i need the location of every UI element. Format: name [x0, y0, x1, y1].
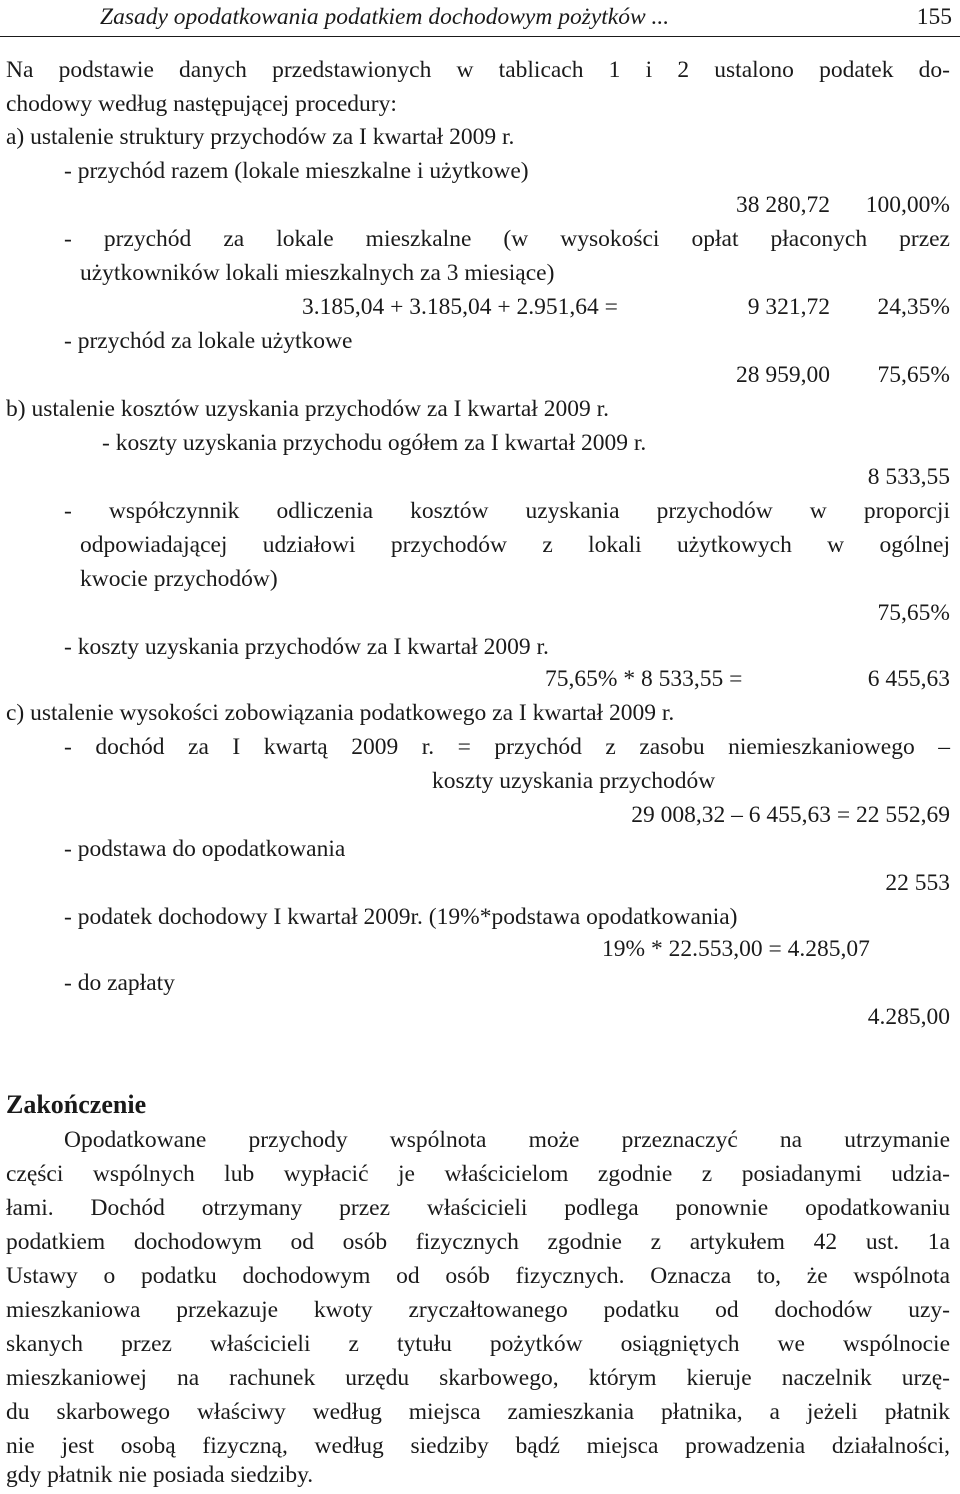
total-costs-amount: 8 533,55	[867, 464, 950, 490]
conclusion-line: podatkiem dochodowym od osób fizycznych zgodnie z artykułem 42 ust. 1a	[6, 1229, 950, 1255]
total-revenue-amount: 38 280,72	[736, 192, 830, 218]
conclusion-line: Opodatkowane przychody wspólnota może przeznaczyć na utrzymanie	[64, 1127, 950, 1153]
conclusion-heading: Zakończenie	[6, 1090, 147, 1119]
conclusion-line: du skarbowego właściwy według miejsca zamieszkania płatnika, a jeżeli płatnik	[6, 1399, 950, 1425]
conclusion-line: mieszkaniowa przekazuje kwoty zryczałtowanego podatku od dochodów uzy-	[6, 1297, 950, 1323]
residential-revenue-label-1: - przychód za lokale mieszkalne (w wysokości opłat płaconych przez	[64, 226, 950, 252]
residential-revenue-formula: 3.185,04 + 3.185,04 + 2.951,64 =	[302, 294, 618, 320]
coefficient-label-3: kwocie przychodów)	[80, 566, 278, 592]
page-header	[0, 0, 960, 37]
total-revenue-percent: 100,00%	[865, 192, 950, 218]
commercial-revenue-amount: 28 959,00	[736, 362, 830, 388]
tax-formula: 19% * 22.553,00 = 4.285,07	[602, 936, 870, 962]
page-number: 155	[916, 4, 952, 30]
tax-label: - podatek dochodowy I kwartał 2009r. (19%*podstawa opodatkowania)	[64, 904, 738, 930]
conclusion-line: nie jest osobą fizyczną, według siedziby bądź miejsca prowadzenia działalności,	[6, 1433, 950, 1459]
tax-base-label: - podstawa do opodatkowania	[64, 836, 346, 862]
section-b-heading: b) ustalenie kosztów uzyskania przychodów za I kwartał 2009 r.	[6, 396, 609, 422]
conclusion-line: skanych przez właścicieli z tytułu pożytków osiągniętych we wspólnocie	[6, 1331, 950, 1357]
total-costs-label: - koszty uzyskania przychodu ogółem za I kwartał 2009 r.	[102, 430, 647, 456]
tax-base-value: 22 553	[885, 870, 950, 896]
coefficient-label-2: odpowiadającej udziałowi przychodów z lokali użytkowych w ogólnej	[80, 532, 950, 558]
conclusion-line: części wspólnych lub wypłacić je właścicielom zgodnie z posiadanymi udzia-	[6, 1161, 950, 1187]
conclusion-line: Ustawy o podatku dochodowym od osób fizycznych. Oznacza to, że wspólnota	[6, 1263, 950, 1289]
conclusion-line: łami. Dochód otrzymany przez właścicieli podlega ponownie opodatkowaniu	[6, 1195, 950, 1221]
income-label-1: - dochód za I kwartą 2009 r. = przychód z zasobu niemieszkaniowego –	[64, 734, 950, 760]
intro-line-2: chodowy według następującej procedury:	[6, 91, 397, 117]
coefficient-label-1: - współczynnik odliczenia kosztów uzyskania przychodów w proporcji	[64, 498, 950, 524]
costs-q1-label: - koszty uzyskania przychodów za I kwartał 2009 r.	[64, 634, 549, 660]
costs-q1-amount: 6 455,63	[867, 666, 950, 692]
income-formula: 29 008,32 – 6 455,63 = 22 552,69	[631, 802, 950, 828]
intro-line-1: Na podstawie danych przedstawionych w tablicach 1 i 2 ustalono podatek do-	[6, 57, 950, 83]
running-title: Zasady opodatkowania podatkiem dochodowym pożytków ...	[100, 4, 670, 30]
residential-revenue-amount: 9 321,72	[747, 294, 830, 320]
residential-revenue-percent: 24,35%	[877, 294, 950, 320]
section-c-heading: c) ustalenie wysokości zobowiązania podatkowego za I kwartał 2009 r.	[6, 700, 675, 726]
conclusion-line: gdy płatnik nie posiada siedziby.	[6, 1462, 314, 1488]
income-label-2: koszty uzyskania przychodów	[432, 768, 716, 794]
costs-q1-formula: 75,65% * 8 533,55 =	[545, 666, 743, 692]
total-revenue-label: - przychód razem (lokale mieszkalne i użytkowe)	[64, 158, 529, 184]
commercial-revenue-percent: 75,65%	[877, 362, 950, 388]
commercial-revenue-label: - przychód za lokale użytkowe	[64, 328, 353, 354]
payable-value: 4.285,00	[867, 1004, 950, 1030]
payable-label: - do zapłaty	[64, 970, 175, 996]
conclusion-line: mieszkaniowej na rachunek urzędu skarbowego, którym kieruje naczelnik urzę-	[6, 1365, 950, 1391]
section-a-heading: a) ustalenie struktury przychodów za I kwartał 2009 r.	[6, 124, 515, 150]
coefficient-value: 75,65%	[877, 600, 950, 626]
residential-revenue-label-2: użytkowników lokali mieszkalnych za 3 miesiące)	[80, 260, 555, 286]
